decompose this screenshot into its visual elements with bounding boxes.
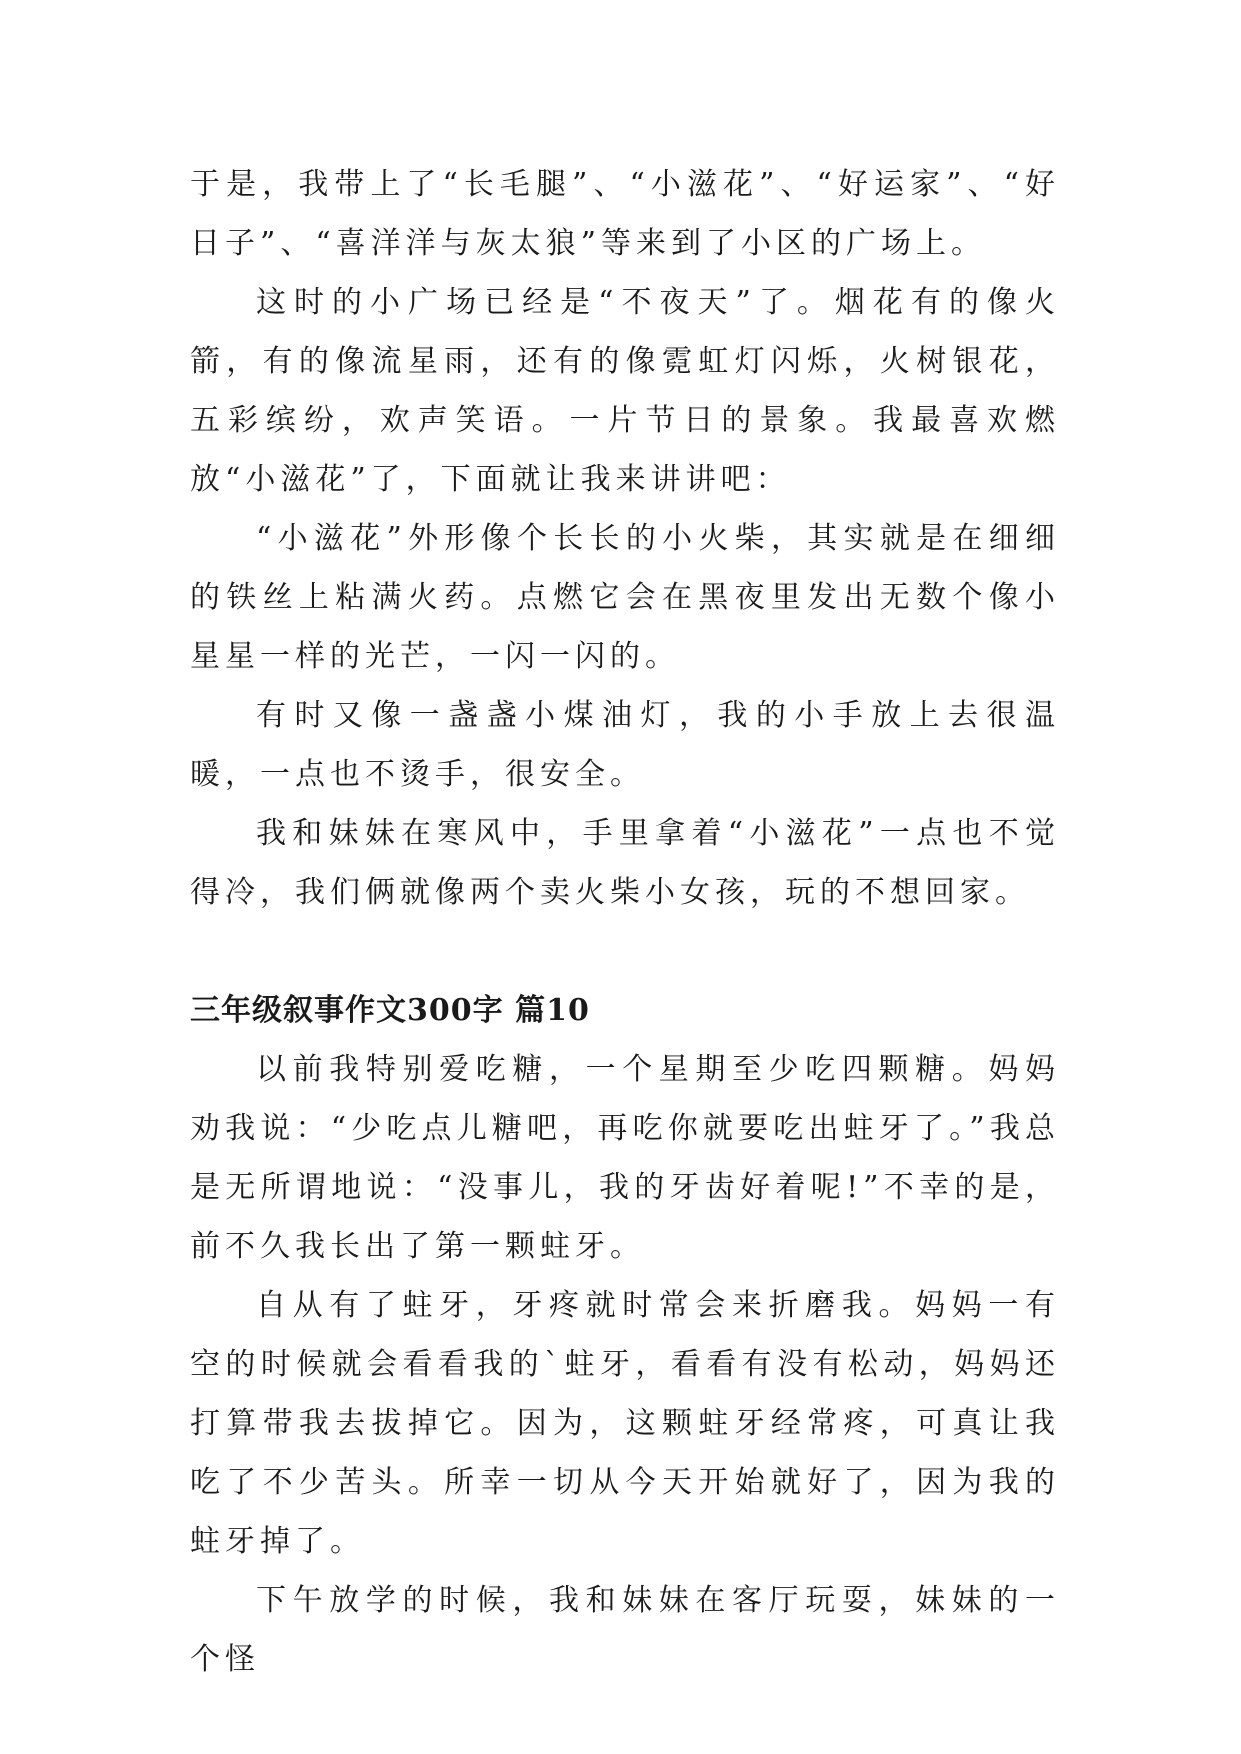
paragraph-7: 自从有了蛀牙，牙疼就时常会来折磨我。妈妈一有空的时候就会看看我的`蛀牙，看看有没有松动，妈妈还打算带我去拔掉它。因为，这颗蛀牙经常疼，可真让我吃了不少苦头。所幸一切从今天开始就好了，因为我的蛀牙掉了。 [190, 1288, 1060, 1559]
paragraph-5: 我和妹妹在寒风中，手里拿着“小滋花”一点也不觉得冷，我们俩就像两个卖火柴小女孩，玩的不想回家。 [190, 816, 1060, 910]
paragraph-8: 下午放学的时候，我和妹妹在客厅玩耍，妹妹的一个怪 [190, 1583, 1060, 1677]
paragraph-4: 有时又像一盏盏小煤油灯，我的小手放上去很温暖，一点也不烫手，很安全。 [190, 698, 1060, 792]
paragraph-1: 于是，我带上了“长毛腿”、“小滋花”、“好运家”、“好日子”、“喜洋洋与灰太狼”等来到了小区的广场上。 [190, 167, 1060, 261]
essay-section-1 [190, 155, 1060, 922]
section-heading: 三年级叙事作文300字 篇10 [190, 993, 590, 1028]
essay-section-2 [190, 981, 1060, 1689]
paragraph-6: 以前我特别爱吃糖，一个星期至少吃四颗糖。妈妈劝我说：“少吃点儿糖吧，再吃你就要吃出蛀牙了。”我总是无所谓地说：“没事儿，我的牙齿好着呢!”不幸的是，前不久我长出了第一颗蛀牙。 [190, 1052, 1060, 1264]
document-page [190, 155, 1060, 1689]
paragraph-2: 这时的小广场已经是“不夜天”了。烟花有的像火箭，有的像流星雨，还有的像霓虹灯闪烁，火树银花，五彩缤纷，欢声笑语。一片节日的景象。我最喜欢燃放“小滋花”了，下面就让我来讲讲吧： [190, 285, 1060, 497]
paragraph-3: “小滋花”外形像个长长的小火柴，其实就是在细细的铁丝上粘满火药。点燃它会在黑夜里发出无数个像小星星一样的光芒，一闪一闪的。 [190, 521, 1060, 674]
